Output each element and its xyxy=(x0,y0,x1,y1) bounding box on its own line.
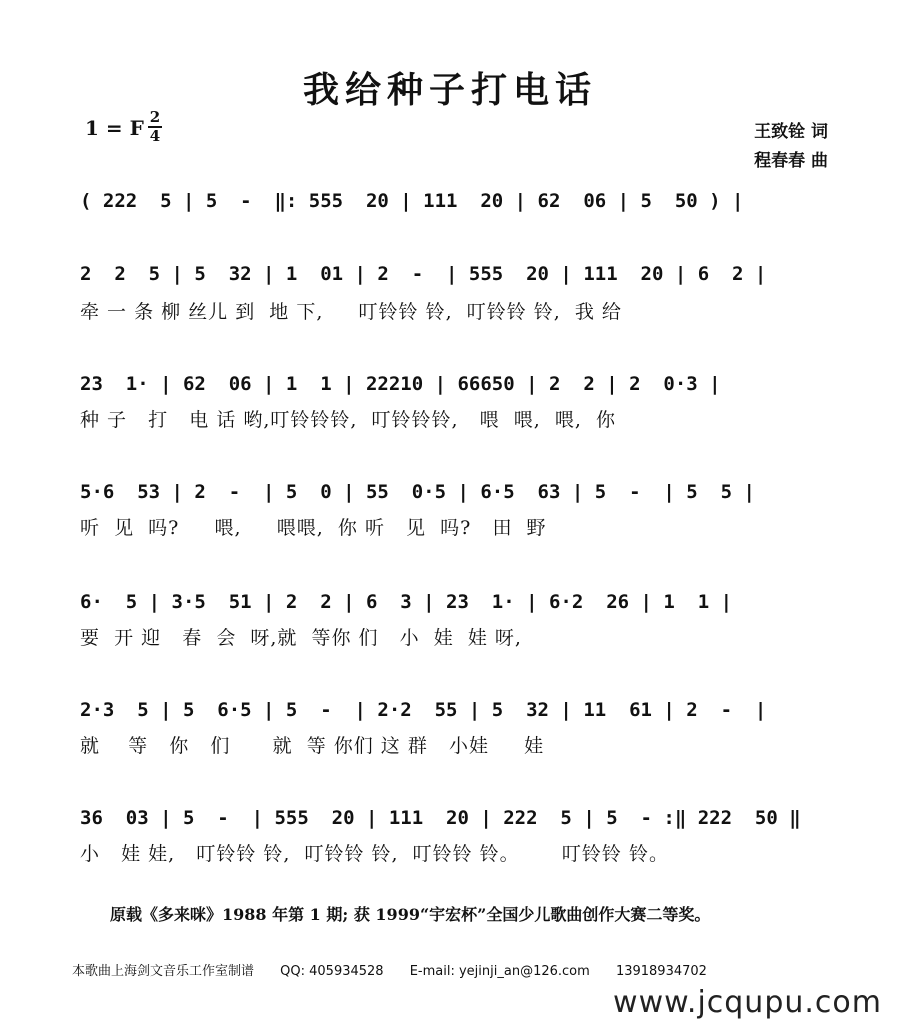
footer xyxy=(72,960,729,979)
notation-line: 6· 5 | 3·5 51 | 2 2 | 6 3 | 23 1· | 6·2 26 | 1 1 | xyxy=(80,591,733,613)
notation-line: 23 1· | 62 06 | 1 1 | 22210 | 66650 | 2 2 | 2 0·3 | xyxy=(80,373,721,395)
lyrics-line: 要 开 迎 春 会 呀,就 等你 们 小 娃 娃 呀, xyxy=(80,627,522,649)
notation-line: 2 2 5 | 5 32 | 1 01 | 2 - | 555 20 | 111 20 | 6 2 | xyxy=(80,263,767,285)
key-signature: 1 = F xyxy=(85,116,144,140)
email-contact: E-mail: yejinji_an@126.com xyxy=(409,964,590,979)
lyrics-line: 小 娃 娃, 叮铃铃 铃, 叮铃铃 铃, 叮铃铃 铃。 叮铃铃 铃。 xyxy=(80,843,669,865)
score-row-1 xyxy=(80,261,830,287)
score-row-3 xyxy=(80,479,830,505)
time-signature-top: 2 xyxy=(149,108,161,126)
engraver-credit: 本歌曲上海剑文音乐工作室制谱 xyxy=(72,964,255,979)
lyrics-line: 牵 一 条 柳 丝儿 到 地 下, 叮铃铃 铃, 叮铃铃 铃, 我 给 xyxy=(80,301,622,323)
notation-line: 5·6 53 | 2 - | 5 0 | 55 0·5 | 6·5 63 | 5 - | 5 5 | xyxy=(80,481,755,503)
phone-contact: 13918934702 xyxy=(615,964,707,979)
score-row-2 xyxy=(80,371,830,397)
score-row-intro xyxy=(80,188,830,214)
watermark: www.jcqupu.com xyxy=(613,985,882,1020)
composer-credit: 程春春 曲 xyxy=(754,151,828,171)
lyrics-line: 听 见 吗? 喂, 喂喂, 你 听 见 吗? 田 野 xyxy=(80,517,547,539)
score-row-5 xyxy=(80,697,830,723)
lyricist-credit: 王致铨 词 xyxy=(754,122,828,142)
notation-line: 2·3 5 | 5 6·5 | 5 - | 2·2 55 | 5 32 | 11 61 | 2 - | xyxy=(80,699,767,721)
song-title: 我给种子打电话 xyxy=(302,69,597,111)
notation-line: 36 03 | 5 - | 555 20 | 111 20 | 222 5 | 5 - :‖ 222 50 ‖ xyxy=(80,807,801,829)
score-row-4 xyxy=(80,589,830,615)
time-signature xyxy=(148,110,162,144)
lyrics-line: 种 子 打 电 话 哟,叮铃铃铃, 叮铃铃铃, 喂 喂, 喂, 你 xyxy=(80,409,616,431)
time-signature-bottom: 4 xyxy=(149,127,161,145)
notation-line: ( 222 5 | 5 - ‖: 555 20 | 111 20 | 62 06 | 5 50 ) | xyxy=(80,190,744,212)
lyrics-line: 就 等 你 们 就 等 你们 这 群 小娃 娃 xyxy=(80,735,545,757)
publication-note: 原载《多来咪》1988 年第 1 期; 获 1999“宇宏杯”全国少儿歌曲创作大赛二等奖。 xyxy=(110,905,711,924)
qq-contact: QQ: 405934528 xyxy=(280,964,384,979)
score-row-6 xyxy=(80,805,830,831)
